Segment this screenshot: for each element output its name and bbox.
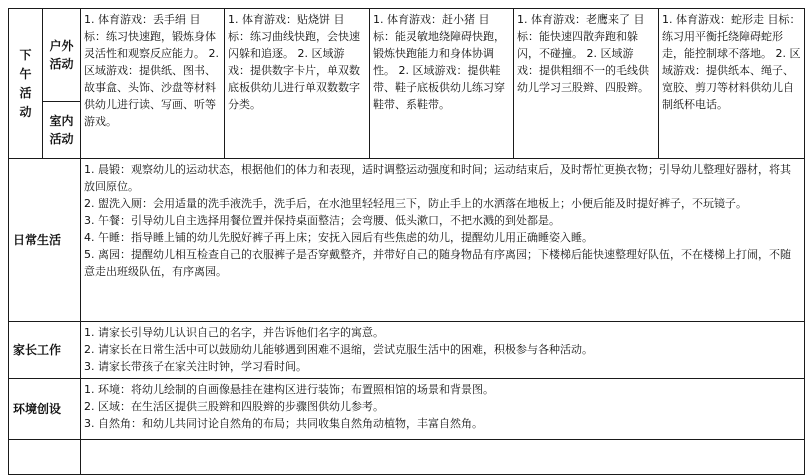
- game-cell-4: [514, 9, 659, 159]
- environment-label-cell: [9, 379, 81, 440]
- game-cell-3: [370, 9, 514, 159]
- empty-label-cell: [9, 440, 81, 475]
- parent-item-2: 2. 请家长在日常生活中可以鼓励幼儿能够遇到困难不退缩，尝试克服生活中的困难，积极参与各种活动。: [84, 343, 593, 356]
- outdoor-label-cell: [43, 9, 81, 102]
- game-text-4: 1. 体育游戏：老鹰来了 目标：能快速四散奔跑和躲闪，不碰撞。 2. 区域游戏：提供粗细不一的毛线供幼儿学习三股辫、四股辫。: [517, 13, 649, 94]
- parent-work-row: [9, 322, 805, 379]
- parent-content-cell: [81, 322, 805, 379]
- game-text-5: 1. 体育游戏：蛇形走 目标：练习用平衡托绕障碍蛇形走，能控制球不落地。 2. 区域游戏：提供纸本、绳子、宽胶、剪刀等材料供幼儿自制纸杯电话。: [662, 13, 801, 111]
- indoor-label: 室内活动: [49, 114, 74, 146]
- empty-content-cell: [81, 440, 805, 475]
- game-cell-5: [659, 9, 805, 159]
- weekly-plan-table: [8, 8, 805, 475]
- parent-item-3: 3. 请家长带孩子在家关注时钟，学习看时间。: [84, 360, 307, 373]
- daily-life-row: [9, 159, 805, 322]
- afternoon-outdoor-row: [9, 9, 805, 102]
- environment-row: [9, 379, 805, 440]
- daily-item-1: 1. 晨锻：观察幼儿的运动状态，根据他们的体力和表现，适时调整运动强度和时间；运动结束后，及时帮忙更换衣物；引导幼儿整理好器材，将其放回原位。: [84, 163, 791, 193]
- daily-label: 日常生活: [13, 232, 62, 247]
- game-text-1: 1. 体育游戏：丢手绢 目标：练习快速跑，锻炼身体灵活性和观察反应能力。 2. 区域游戏：提供纸、图书、故事盒、头饰、沙盘等材料供幼儿进行读、写画、听等游戏。: [84, 13, 219, 128]
- indoor-label-cell: [43, 102, 81, 159]
- game-text-2: 1. 体育游戏：贴烧饼 目标：练习曲线快跑，会快速闪躲和追逐。 2. 区域游戏：提供数字卡片，单双数底板供幼儿进行单双数数字分类。: [228, 13, 360, 111]
- empty-row: [9, 440, 805, 475]
- game-cell-1: [81, 9, 225, 159]
- afternoon-label-cell: [9, 9, 43, 159]
- environment-item-1: 1. 环境：将幼儿绘制的自画像悬挂在建构区进行装饰；布置照相馆的场景和背景图。: [84, 383, 494, 396]
- environment-label: 环境创设: [13, 401, 62, 416]
- parent-label-cell: [9, 322, 81, 379]
- daily-item-4: 4. 午睡：指导睡上铺的幼儿先脱好裤子再上床；安抚入园后有些焦虑的幼儿，提醒幼儿用正确睡姿入睡。: [84, 231, 593, 244]
- environment-content-cell: [81, 379, 805, 440]
- game-cell-2: [225, 9, 370, 159]
- environment-item-3: 3. 自然角：和幼儿共同讨论自然角的布局；共同收集自然角动植物，丰富自然角。: [84, 417, 483, 430]
- daily-content-cell: [81, 159, 805, 322]
- daily-item-5: 5. 离园：提醒幼儿相互检查自己的衣服裤子是否穿戴整齐，并带好自己的随身物品有序离园；下楼梯后能快速整理好队伍，不在楼梯上打闹，不随意走出班级队伍，有序离园。: [84, 248, 791, 278]
- afternoon-label: 下午活动: [19, 47, 32, 119]
- daily-item-3: 3. 午餐：引导幼儿自主选择用餐位置并保持桌面整洁；会弯腰、低头漱口，不把水溅的到处都是。: [84, 214, 560, 227]
- outdoor-label: 户外活动: [49, 39, 74, 71]
- parent-label: 家长工作: [13, 342, 62, 357]
- parent-item-1: 1. 请家长引导幼儿认识自己的名字，并告诉他们名字的寓意。: [84, 326, 384, 339]
- daily-label-cell: [9, 159, 81, 322]
- environment-item-2: 2. 区域：在生活区提供三股辫和四股辫的步骤图供幼儿参考。: [84, 400, 384, 413]
- daily-item-2: 2. 盥洗入厕：会用适量的洗手液洗手，洗手后，在水池里轻轻甩三下，防止手上的水洒落在地板上；小便后能及时提好裤子，不玩镜子。: [84, 197, 747, 210]
- game-text-3: 1. 体育游戏：赶小猪 目标：能灵敏地绕障碍快跑，锻炼快跑能力和身体协调性。 2. 区域游戏：提供鞋带、鞋子底板供幼儿练习穿鞋带、系鞋带。: [373, 13, 505, 111]
